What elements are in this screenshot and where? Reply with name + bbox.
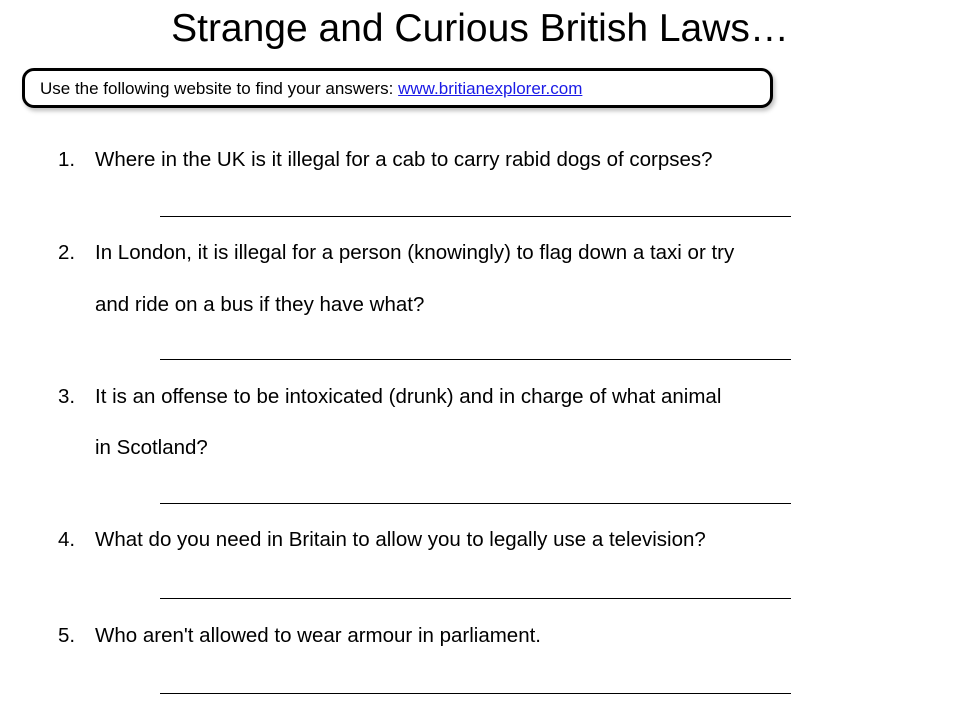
question-2 — [58, 241, 734, 265]
answer-line-2[interactable] — [160, 359, 791, 360]
question-text: Where in the UK is it illegal for a cab to carry rabid dogs of corpses? — [95, 148, 713, 171]
question-5 — [58, 624, 541, 648]
question-2-continued: and ride on a bus if they have what? — [95, 293, 425, 316]
question-number: 2. — [58, 241, 76, 264]
website-link[interactable]: www.britianexplorer.com — [398, 79, 583, 98]
question-3-continued: in Scotland? — [95, 436, 208, 459]
instruction-text: Use the following website to find your answers: — [40, 79, 399, 98]
question-1 — [58, 148, 713, 172]
question-text: What do you need in Britain to allow you to legally use a television? — [95, 528, 706, 551]
question-number: 3. — [58, 385, 76, 408]
instruction-box — [22, 68, 773, 108]
question-text: In London, it is illegal for a person (knowingly) to flag down a taxi or try — [95, 241, 735, 264]
question-number: 4. — [58, 528, 76, 551]
question-3 — [58, 385, 721, 409]
answer-line-5[interactable] — [160, 693, 791, 694]
answer-line-3[interactable] — [160, 503, 791, 504]
answer-line-4[interactable] — [160, 598, 791, 599]
question-number: 5. — [58, 624, 76, 647]
question-text: It is an offense to be intoxicated (drunk) and in charge of what animal — [95, 385, 722, 408]
question-number: 1. — [58, 148, 76, 171]
question-text: Who aren't allowed to wear armour in parliament. — [95, 624, 542, 647]
answer-line-1[interactable] — [160, 216, 791, 217]
page-title: Strange and Curious British Laws… — [171, 7, 789, 50]
question-4 — [58, 528, 706, 552]
